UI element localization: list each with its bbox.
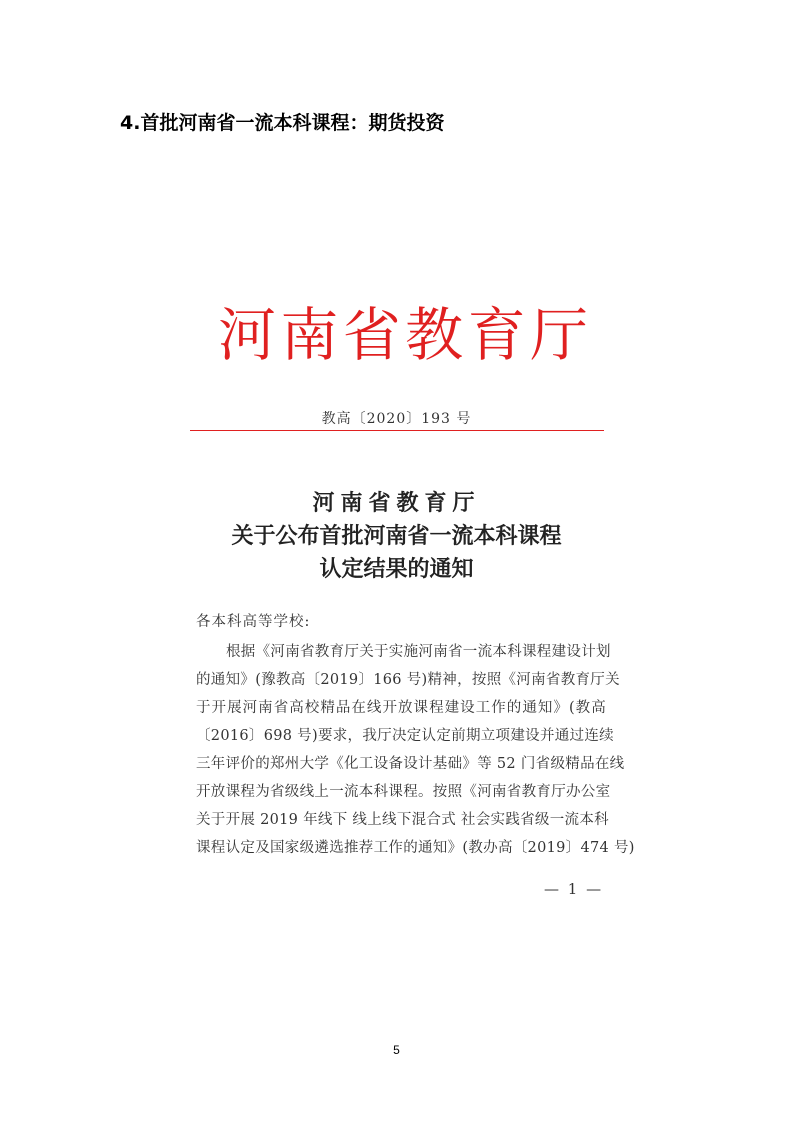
letterhead-char: 厅 [529, 301, 588, 369]
section-heading: 4.首批河南省一流本科课程：期货投资 [120, 112, 445, 134]
letterhead-char: 河 [218, 301, 277, 369]
body-line: 〔2016〕698 号)要求，我厅决定认定前期立项建设并通过连续 [196, 728, 614, 744]
red-divider [190, 430, 604, 431]
body-line: 三年评价的郑州大学《化工设备设计基础》等 52 门省级精品在线 [196, 756, 625, 772]
letterhead-char: 教 [405, 301, 464, 369]
notice-title-line-3: 认定结果的通知 [319, 556, 474, 582]
notice-title-line-1: 河南省教育厅 [312, 490, 481, 516]
salutation: 各本科高等学校: [196, 614, 311, 630]
body-line: 根据《河南省教育厅关于实施河南省一流本科课程建设计划 [226, 644, 611, 660]
letterhead-char: 省 [342, 301, 401, 369]
letterhead-char: 育 [467, 301, 526, 369]
body-line: 关于开展 2019 年线下 线上线下混合式 社会实践省级一流本科 [196, 812, 609, 828]
letterhead-title [218, 300, 588, 370]
body-line: 开放课程为省级线上一流本科课程。按照《河南省教育厅办公室 [196, 784, 611, 800]
letterhead-char: 南 [280, 301, 339, 369]
page-number: 5 [393, 1043, 400, 1057]
body-line: 的通知》(豫教高〔2019〕166 号)精神，按照《河南省教育厅关 [196, 672, 620, 688]
inner-page-mark: — 1 — [544, 880, 604, 898]
notice-title-line-2: 关于公布首批河南省一流本科课程 [231, 523, 562, 549]
body-line: 于开展河南省高校精品在线开放课程建设工作的通知》(教高 [196, 700, 606, 716]
body-line: 课程认定及国家级遴选推荐工作的通知》(教办高〔2019〕474 号) [196, 840, 635, 856]
document-number: 教高〔2020〕193 号 [321, 411, 472, 427]
